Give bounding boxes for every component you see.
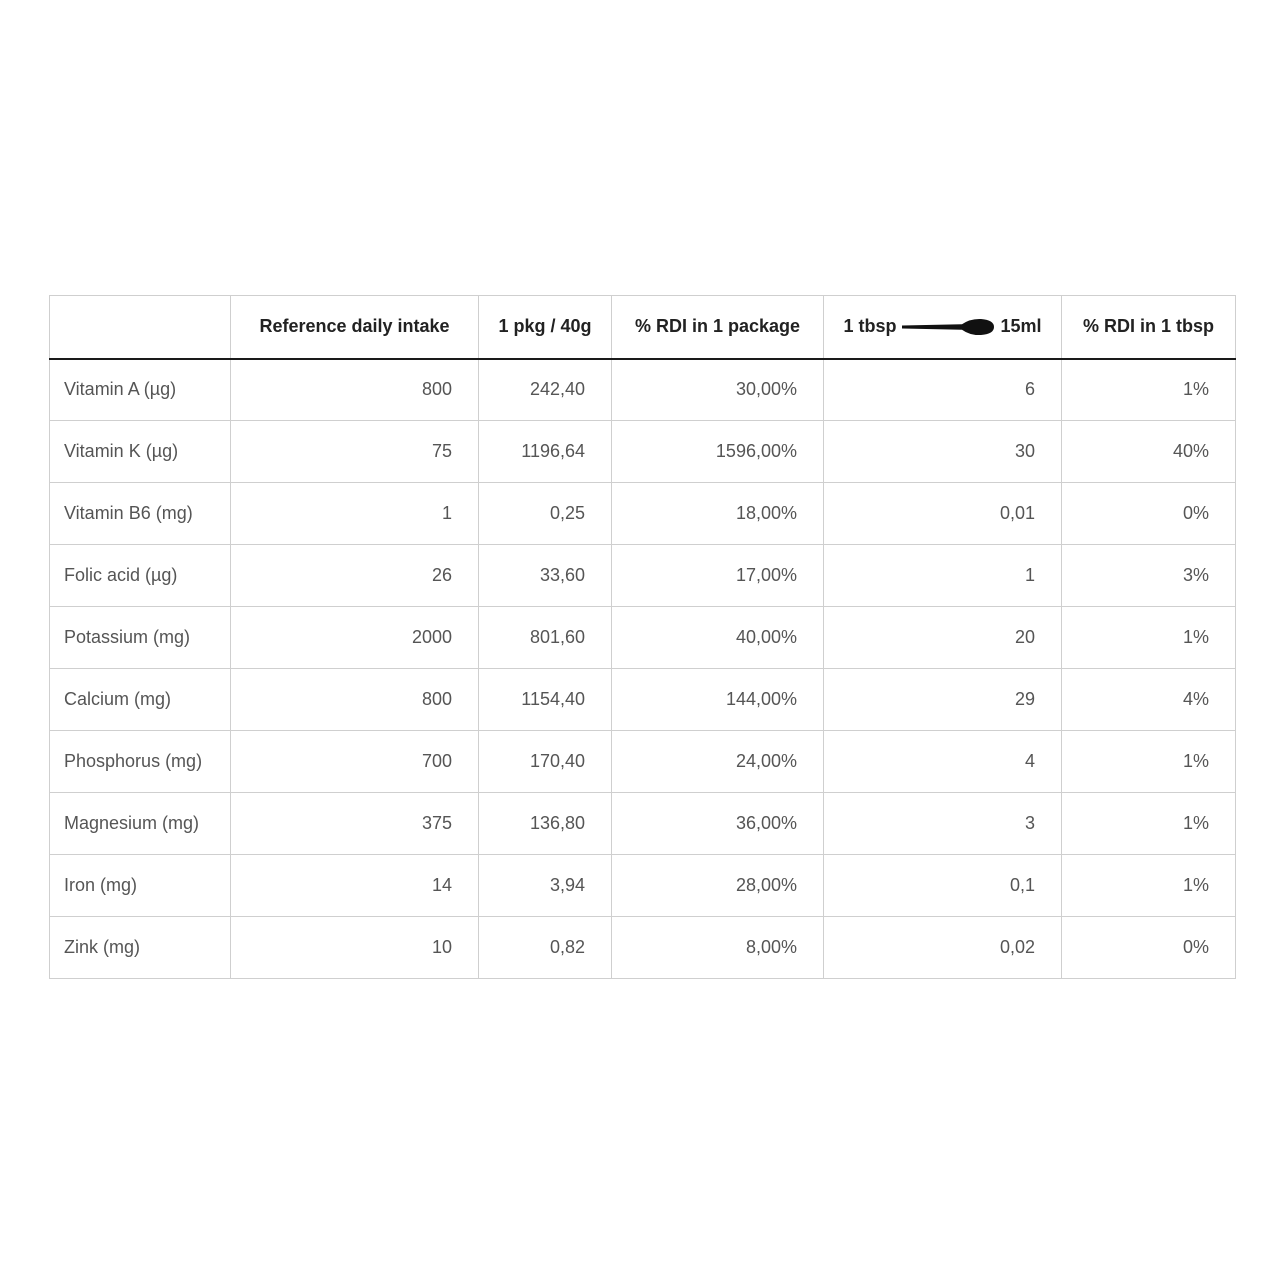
rdi-tbsp-cell: 1% [1062,359,1236,421]
per-tbsp-cell: 20 [824,607,1062,669]
rdi-tbsp-cell: 1% [1062,793,1236,855]
nutrient-name-cell: Phosphorus (mg) [50,731,231,793]
header-per-tbsp [824,296,1062,359]
per-package-cell: 170,40 [479,731,612,793]
nutrient-name-cell: Zink (mg) [50,917,231,979]
spoon-icon [900,316,996,338]
reference-intake-cell: 2000 [231,607,479,669]
nutrient-name-cell: Calcium (mg) [50,669,231,731]
table-row [50,545,1236,607]
per-tbsp-cell: 0,1 [824,855,1062,917]
rdi-tbsp-cell: 4% [1062,669,1236,731]
rdi-tbsp-cell: 0% [1062,917,1236,979]
per-tbsp-cell: 30 [824,421,1062,483]
nutrient-name-cell: Folic acid (µg) [50,545,231,607]
table-row [50,917,1236,979]
per-package-cell: 1196,64 [479,421,612,483]
per-tbsp-cell: 6 [824,359,1062,421]
header-row [50,296,1236,359]
header-rdi-package: % RDI in 1 package [612,296,824,359]
rdi-tbsp-cell: 1% [1062,855,1236,917]
rdi-tbsp-cell: 1% [1062,607,1236,669]
rdi-package-cell: 30,00% [612,359,824,421]
nutrient-name-cell: Vitamin B6 (mg) [50,483,231,545]
table-row [50,855,1236,917]
reference-intake-cell: 75 [231,421,479,483]
reference-intake-cell: 700 [231,731,479,793]
header-per-package: 1 pkg / 40g [479,296,612,359]
per-package-cell: 0,82 [479,917,612,979]
per-package-cell: 0,25 [479,483,612,545]
header-rdi-tbsp: % RDI in 1 tbsp [1062,296,1236,359]
per-tbsp-cell: 29 [824,669,1062,731]
rdi-tbsp-cell: 3% [1062,545,1236,607]
rdi-package-cell: 18,00% [612,483,824,545]
reference-intake-cell: 14 [231,855,479,917]
per-package-cell: 3,94 [479,855,612,917]
nutrition-table [49,295,1236,979]
nutrient-name-cell: Magnesium (mg) [50,793,231,855]
per-package-cell: 136,80 [479,793,612,855]
per-package-cell: 801,60 [479,607,612,669]
nutrient-name-cell: Iron (mg) [50,855,231,917]
rdi-tbsp-cell: 1% [1062,731,1236,793]
per-tbsp-cell: 4 [824,731,1062,793]
rdi-tbsp-cell: 40% [1062,421,1236,483]
per-tbsp-cell: 3 [824,793,1062,855]
table-row [50,731,1236,793]
table-row [50,607,1236,669]
per-tbsp-cell: 0,01 [824,483,1062,545]
table-row [50,793,1236,855]
reference-intake-cell: 800 [231,359,479,421]
rdi-package-cell: 36,00% [612,793,824,855]
rdi-package-cell: 40,00% [612,607,824,669]
rdi-tbsp-cell: 0% [1062,483,1236,545]
per-tbsp-cell: 0,02 [824,917,1062,979]
rdi-package-cell: 144,00% [612,669,824,731]
rdi-package-cell: 28,00% [612,855,824,917]
rdi-package-cell: 17,00% [612,545,824,607]
table-row [50,483,1236,545]
nutrient-name-cell: Potassium (mg) [50,607,231,669]
per-package-cell: 33,60 [479,545,612,607]
header-ml-label: 15ml [1000,316,1042,337]
table-body [50,359,1236,979]
rdi-package-cell: 8,00% [612,917,824,979]
rdi-package-cell: 1596,00% [612,421,824,483]
nutrient-name-cell: Vitamin A (µg) [50,359,231,421]
reference-intake-cell: 10 [231,917,479,979]
reference-intake-cell: 26 [231,545,479,607]
table-row [50,421,1236,483]
table-row [50,669,1236,731]
per-tbsp-cell: 1 [824,545,1062,607]
header-tbsp-label: 1 tbsp [843,316,897,337]
per-package-cell: 242,40 [479,359,612,421]
reference-intake-cell: 800 [231,669,479,731]
rdi-package-cell: 24,00% [612,731,824,793]
table-row [50,359,1236,421]
reference-intake-cell: 375 [231,793,479,855]
header-nutrient [50,296,231,359]
per-package-cell: 1154,40 [479,669,612,731]
reference-intake-cell: 1 [231,483,479,545]
nutrient-name-cell: Vitamin K (µg) [50,421,231,483]
header-reference-daily-intake: Reference daily intake [231,296,479,359]
